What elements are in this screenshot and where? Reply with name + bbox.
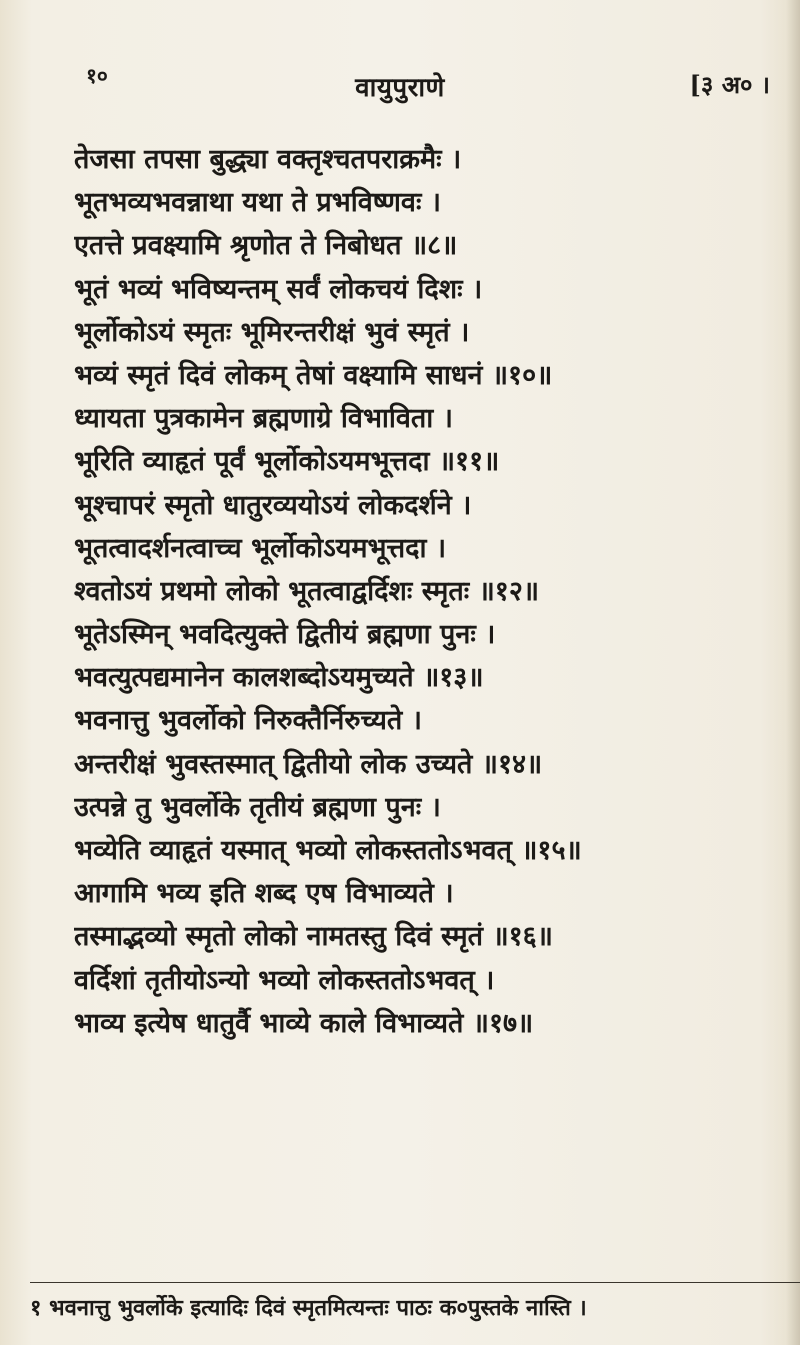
verse-line: भूतत्वादर्शनत्वाच्च भूर्लोकोऽयमभूत्तदा । <box>74 532 447 564</box>
verse-line: श्वतोऽयं प्रथमो लोको भूतत्वाद्वर्दिशः स्मृतः ॥१२॥ <box>74 575 540 607</box>
verse-line: तेजसा तपसा बुद्ध्या वक्तृश्चतपराक्रमैः । <box>74 144 462 175</box>
verse-line: भूतभव्यभवन्नाथा यथा ते प्रभविष्णवः । <box>74 187 442 219</box>
verse-line: भव्यं स्मृतं दिवं लोकम् तेषां वक्ष्यामि साधनं ॥१०॥ <box>74 359 553 391</box>
verse-line: भवनात्तु भुवर्लोको निरुक्तैर्निरुच्यते । <box>74 705 422 737</box>
verse-line: भूतेऽस्मिन् भवदित्युक्ते द्वितीयं ब्रह्मणा पुनः । <box>74 619 496 651</box>
page-header <box>0 62 800 102</box>
page-number: १० <box>86 63 108 88</box>
running-title: वायुपुराणे <box>355 73 445 103</box>
verse-line: भूर्लोकोऽयं स्मृतः भूमिरन्तरीक्षं भुवं स्मृतं । <box>74 316 470 348</box>
verse-line: भूश्चापरं स्मृतो धातुरव्ययोऽयं लोकदर्शने । <box>74 489 472 521</box>
verse-line: एतत्ते प्रवक्ष्यामि श्रृणोत ते निबोधत ॥८॥ <box>74 230 458 262</box>
footnote: १ भवनात्तु भुवर्लोके इत्यादिः दिवं स्मृतमित्यन्तः पाठः क०पुस्तके नास्ति । <box>30 1295 587 1321</box>
verse-line: भाव्य इत्येष धातुर्वै भाव्ये काले विभाव्यते ॥१७॥ <box>74 1007 534 1039</box>
verse-line: अन्तरीक्षं भुवस्तस्मात् द्वितीयो लोक उच्यते ॥१४॥ <box>74 748 543 780</box>
verse-line: वर्दिशां तृतीयोऽन्यो भव्यो लोकस्ततोऽभवत् । <box>74 964 495 996</box>
verse-line: भूतं भव्यं भविष्यन्तम् सर्वं लोकचयं दिशः । <box>74 273 483 305</box>
verse-line: भव्येति व्याहृतं यस्मात् भव्यो लोकस्ततोऽभवत् ॥१५॥ <box>74 835 582 866</box>
verse-line: उत्पन्ने तु भुवर्लोके तृतीयं ब्रह्मणा पुनः । <box>74 791 441 823</box>
verse-line: आगामि भव्य इति शब्द एष विभाव्यते । <box>74 878 454 910</box>
verse-block <box>74 138 774 1045</box>
page-edge-shadow <box>786 0 800 1345</box>
verse-line: ध्यायता पुत्रकामेन ब्रह्मणाग्रे विभाविता । <box>74 403 453 435</box>
footnote-divider <box>30 1282 800 1283</box>
verse-line: भवत्युत्पद्यमानेन कालशब्दोऽयमुच्यते ॥१३॥ <box>74 662 484 694</box>
verse-line: भूरिति व्याहृतं पूर्वं भूर्लोकोऽयमभूत्तदा ॥११॥ <box>74 446 500 478</box>
verse-line: तस्माद्भव्यो स्मृतो लोको नामतस्तु दिवं स्मृतं ॥१६॥ <box>74 921 553 953</box>
section-reference: [३ अ० । <box>689 70 770 99</box>
